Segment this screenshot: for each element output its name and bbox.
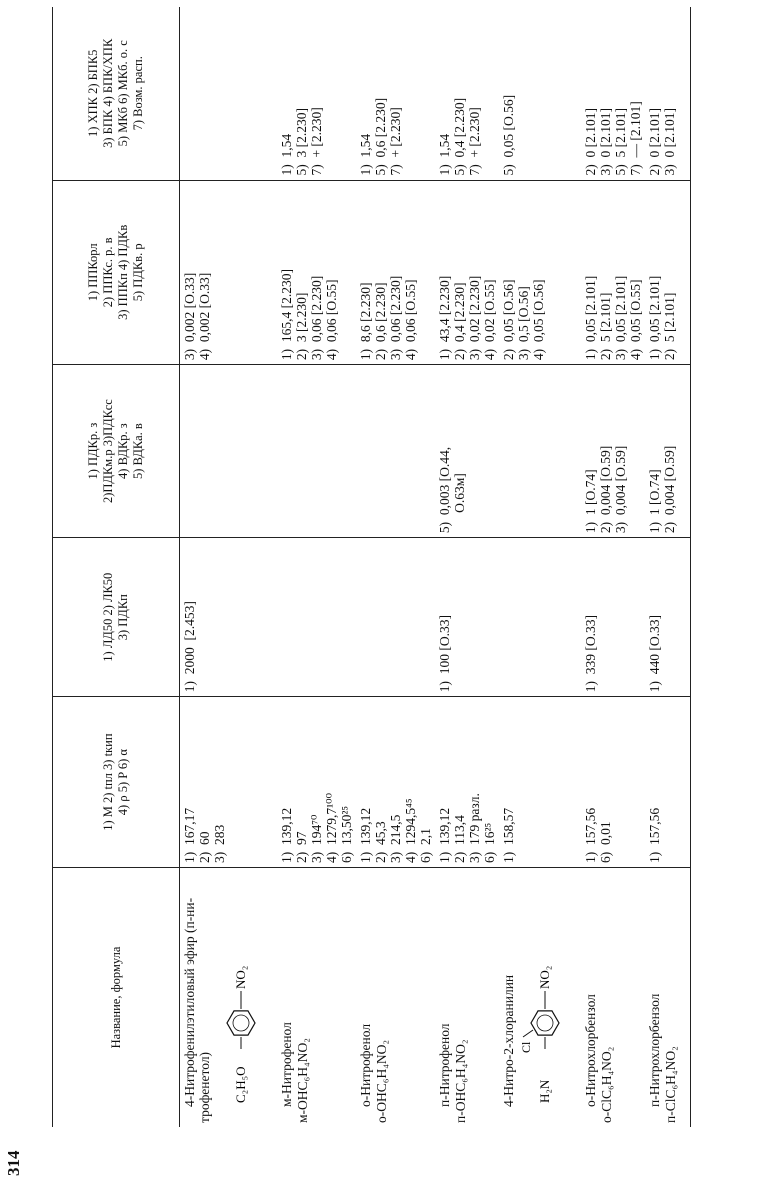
pdk-value: 3) 0,004 [O.59] bbox=[613, 445, 628, 534]
pdk-cell bbox=[645, 365, 691, 538]
substance-name-cell bbox=[180, 867, 278, 1127]
aromatic-circle bbox=[537, 1015, 553, 1031]
table-row bbox=[277, 7, 356, 1127]
pdk-cell bbox=[499, 365, 581, 538]
header-ld: 1) ЛД50 2) ЛК50 3) ПДКп bbox=[53, 538, 180, 697]
pdk-value: 1) 1 [O.74] bbox=[647, 469, 662, 534]
chemical-formula: м-OHC₆H₄NO₂ bbox=[295, 1038, 310, 1123]
substance-name: 4-Нитрофенилэтиловый эфир (п-ни- bbox=[182, 897, 197, 1107]
structure-right-group: NO₂ bbox=[537, 965, 552, 989]
substance-name: трофенетол) bbox=[197, 1051, 212, 1123]
hpk-value: 7) + [2.230] bbox=[388, 107, 403, 176]
props-value: 3) 214,5 bbox=[388, 814, 403, 863]
bond-top bbox=[523, 1030, 533, 1037]
pdk-value: O.63м] bbox=[452, 473, 467, 534]
hpk-value: 3) 0 [2.101] bbox=[662, 108, 677, 176]
structure-right-group: NO₂ bbox=[233, 965, 248, 989]
props-value: 2) 60 bbox=[197, 831, 212, 863]
ppk-value: 1) 165,4 [2.230] bbox=[279, 268, 294, 361]
table-row bbox=[356, 7, 435, 1127]
table-row bbox=[435, 7, 499, 1127]
ld-value: 1) 339 [O.33] bbox=[583, 615, 598, 693]
hpk-value: 7) — [2.101] bbox=[628, 101, 643, 176]
ld-cell bbox=[645, 538, 691, 697]
header-name: Название, формула bbox=[53, 867, 180, 1127]
table-row bbox=[499, 7, 581, 1127]
hpk-cell bbox=[356, 7, 435, 180]
ld-value: 1) 2000 [2.453] bbox=[182, 601, 197, 693]
substance-name: п-Нитрофенол bbox=[437, 1023, 452, 1107]
props-value: 1) 139,12 bbox=[437, 807, 452, 863]
hpk-cell bbox=[581, 7, 645, 180]
table-row bbox=[581, 7, 645, 1127]
ppk-value: 3) 0,06 [2.230] bbox=[309, 275, 324, 361]
header-pdk: 1) ПДКр. з 2)ПДКм.р 3)ПДКсс 4) ВДКр. з 5) ВДКа. в bbox=[53, 365, 180, 538]
ppk-value: 4) 0,06 [O.55] bbox=[403, 279, 418, 361]
ppk-cell bbox=[645, 180, 691, 365]
pdk-cell bbox=[180, 365, 278, 538]
ppk-value: 4) 0,05 [O.56] bbox=[531, 279, 546, 361]
ppk-value: 1) 0,05 [2.101] bbox=[583, 275, 598, 361]
props-cell bbox=[277, 697, 356, 868]
header-ppk: 1) ППКорл 2) ППКс. р. в 3) ППКп 4) ПДКв 5) ПДКв. р bbox=[53, 180, 180, 365]
chemical-formula: о-OHC₆H₄NO₂ bbox=[374, 1039, 389, 1123]
props-value: 3) 179 разл. bbox=[467, 793, 482, 863]
row-spacer bbox=[310, 872, 320, 1123]
header-props: 1) M 2) tпл 3) tкип 4) ρ 5) P 6) α bbox=[53, 697, 180, 868]
hpk-value: 1) 1,54 bbox=[437, 133, 452, 176]
hpk-value: 2) 0 [2.101] bbox=[647, 108, 662, 176]
ppk-cell bbox=[499, 180, 581, 365]
props-value: 3) 283 bbox=[212, 824, 227, 863]
structure-top-group: Cl bbox=[519, 1041, 533, 1053]
hpk-cell bbox=[277, 7, 356, 180]
props-value: 2) 97 bbox=[294, 831, 309, 863]
ppk-value: 1) 43,4 [2.230] bbox=[437, 275, 452, 361]
props-value: 6) 0,01 bbox=[598, 821, 613, 863]
table-header-row bbox=[53, 7, 180, 1127]
props-cell bbox=[645, 697, 691, 868]
ld-cell bbox=[581, 538, 645, 697]
ppk-value: 4) 0,05 [O.55] bbox=[628, 279, 643, 361]
table-row bbox=[645, 7, 691, 1127]
ppk-value: 2) 0,05 [O.56] bbox=[501, 279, 516, 361]
ppk-value: 3) 0,05 [2.101] bbox=[613, 275, 628, 361]
props-cell bbox=[180, 697, 278, 868]
pdk-cell bbox=[277, 365, 356, 538]
props-cell bbox=[356, 697, 435, 868]
pdk-value: 1) 1 [O.74] bbox=[583, 469, 598, 534]
props-value: 6) 13,50²⁵ bbox=[339, 805, 354, 863]
props-value: 3) 194⁷⁰ bbox=[309, 814, 324, 863]
props-value: 1) 158,57 bbox=[501, 807, 516, 863]
props-value: 2) 45,3 bbox=[373, 821, 388, 863]
ppk-cell bbox=[277, 180, 356, 365]
ld-cell bbox=[499, 538, 581, 697]
props-cell bbox=[435, 697, 499, 868]
hpk-value: 5) 0,6 [2.230] bbox=[373, 97, 388, 176]
hpk-value: 2) 0 [2.101] bbox=[583, 108, 598, 176]
ppk-value: 1) 0,05 [2.101] bbox=[647, 275, 662, 361]
hpk-cell bbox=[499, 7, 581, 180]
structure-left-group: H₂N bbox=[537, 1079, 552, 1103]
props-value: 1) 157,56 bbox=[583, 807, 598, 863]
hpk-value: 1) 1,54 bbox=[279, 133, 294, 176]
hpk-cell bbox=[645, 7, 691, 180]
chemical-formula: о-ClC₆H₄NO₂ bbox=[599, 1046, 614, 1123]
pdk-value: 5) 0,003 [O.44, bbox=[437, 446, 452, 534]
ld-cell bbox=[356, 538, 435, 697]
header-hpk: 1) ХПК 2) БПК5 3) БПК 4) БПК/ХПК 5) МКб 6) МКб. о. с 7) Возм. расп. bbox=[53, 7, 180, 180]
hpk-value: 7) + [2.230] bbox=[467, 107, 482, 176]
pdk-value: 2) 0,004 [O.59] bbox=[662, 445, 677, 534]
ppk-cell bbox=[356, 180, 435, 365]
ld-cell bbox=[277, 538, 356, 697]
chemical-formula: п-OHC₆H₄NO₂ bbox=[453, 1039, 468, 1123]
props-value: 4) 1294,5⁴⁵ bbox=[403, 798, 418, 863]
props-value: 1) 157,56 bbox=[647, 807, 662, 863]
pdk-value: 2) 0,004 [O.59] bbox=[598, 445, 613, 534]
props-cell bbox=[499, 697, 581, 868]
props-value: 1) 139,12 bbox=[358, 807, 373, 863]
hpk-value: 3) 0 [2.101] bbox=[598, 108, 613, 176]
ld-cell bbox=[435, 538, 499, 697]
props-cell bbox=[581, 697, 645, 868]
row-spacer bbox=[614, 872, 624, 1123]
substance-name-cell bbox=[435, 867, 499, 1127]
ppk-value: 2) 0,4 [2.230] bbox=[452, 282, 467, 361]
ppk-value: 3) 0,5 [O.56] bbox=[516, 286, 531, 361]
benzene-ring bbox=[227, 1011, 255, 1035]
row-spacer bbox=[678, 872, 688, 1123]
table-row bbox=[180, 7, 278, 1127]
ppk-value: 2) 0,6 [2.230] bbox=[373, 282, 388, 361]
ld-value: 1) 440 [O.33] bbox=[647, 615, 662, 693]
substance-name: п-Нитрохлорбензол bbox=[647, 993, 662, 1107]
ppk-value: 4) 0,06 [O.55] bbox=[324, 279, 339, 361]
substance-name-cell bbox=[499, 867, 581, 1127]
benzene-ring-icon bbox=[215, 903, 259, 1103]
substance-name: м-Нитрофенол bbox=[279, 1022, 294, 1107]
props-value: 6) 2,1 bbox=[418, 828, 433, 863]
benzene-ring bbox=[531, 1011, 559, 1035]
benzene-ring-icon bbox=[519, 903, 563, 1103]
pdk-cell bbox=[435, 365, 499, 538]
pdk-cell bbox=[581, 365, 645, 538]
ppk-value: 2) 3 [2.230] bbox=[294, 292, 309, 361]
structure-formula bbox=[215, 872, 262, 1103]
substance-name-cell bbox=[645, 867, 691, 1127]
ppk-value: 4) 0,02 [O.55] bbox=[482, 279, 497, 361]
props-value: 2) 113,4 bbox=[452, 815, 467, 863]
substance-name: 4-Нитро-2-хлоранилин bbox=[501, 974, 516, 1107]
substance-name-cell bbox=[356, 867, 435, 1127]
props-value: 4) 1279,7¹⁰⁰ bbox=[324, 792, 339, 863]
row-spacer bbox=[389, 872, 399, 1123]
ppk-value: 2) 5 [2.101] bbox=[662, 292, 677, 361]
structure-formula bbox=[519, 872, 566, 1103]
page-number: 314 bbox=[4, 1150, 23, 1176]
ppk-cell bbox=[581, 180, 645, 365]
row-spacer bbox=[265, 872, 275, 1123]
ppk-value: 3) 0,002 [O.33] bbox=[182, 272, 197, 361]
ppk-value: 4) 0,002 [O.33] bbox=[197, 272, 212, 361]
ppk-cell bbox=[435, 180, 499, 365]
row-spacer bbox=[569, 872, 579, 1123]
hpk-value: 1) 1,54 bbox=[358, 133, 373, 176]
substance-name: о-Нитрохлорбензол bbox=[583, 994, 598, 1107]
aromatic-circle bbox=[233, 1015, 249, 1031]
props-value: 6) 16²⁵ bbox=[482, 822, 497, 863]
ppk-cell bbox=[180, 180, 278, 365]
hpk-cell bbox=[180, 7, 278, 180]
ppk-value: 3) 0,06 [2.230] bbox=[388, 275, 403, 361]
chemical-formula: п-ClC₆H₄NO₂ bbox=[663, 1046, 678, 1123]
substances-table bbox=[52, 7, 691, 1127]
hpk-value: 7) + [2.230] bbox=[309, 107, 324, 176]
row-spacer bbox=[468, 872, 478, 1123]
hpk-cell bbox=[435, 7, 499, 180]
ppk-value: 1) 8,6 [2.230] bbox=[358, 282, 373, 361]
ld-cell bbox=[180, 538, 278, 697]
hpk-value: 5) 3 [2.230] bbox=[294, 108, 309, 176]
substance-name-cell bbox=[277, 867, 356, 1127]
pdk-cell bbox=[356, 365, 435, 538]
hpk-value: 5) 0,05 [O.56] bbox=[501, 94, 516, 176]
hpk-value: 5) 0,4 [2.230] bbox=[452, 97, 467, 176]
ppk-value: 3) 0,02 [2.230] bbox=[467, 275, 482, 361]
props-value: 1) 167,17 bbox=[182, 807, 197, 863]
ppk-value: 2) 5 [2.101] bbox=[598, 292, 613, 361]
structure-left-group: C₂H₅O bbox=[233, 1066, 248, 1103]
ld-value: 1) 100 [O.33] bbox=[437, 615, 452, 693]
props-value: 1) 139,12 bbox=[279, 807, 294, 863]
substance-name: о-Нитрофенол bbox=[358, 1023, 373, 1107]
hpk-value: 5) 5 [2.101] bbox=[613, 108, 628, 176]
substance-name-cell bbox=[581, 867, 645, 1127]
